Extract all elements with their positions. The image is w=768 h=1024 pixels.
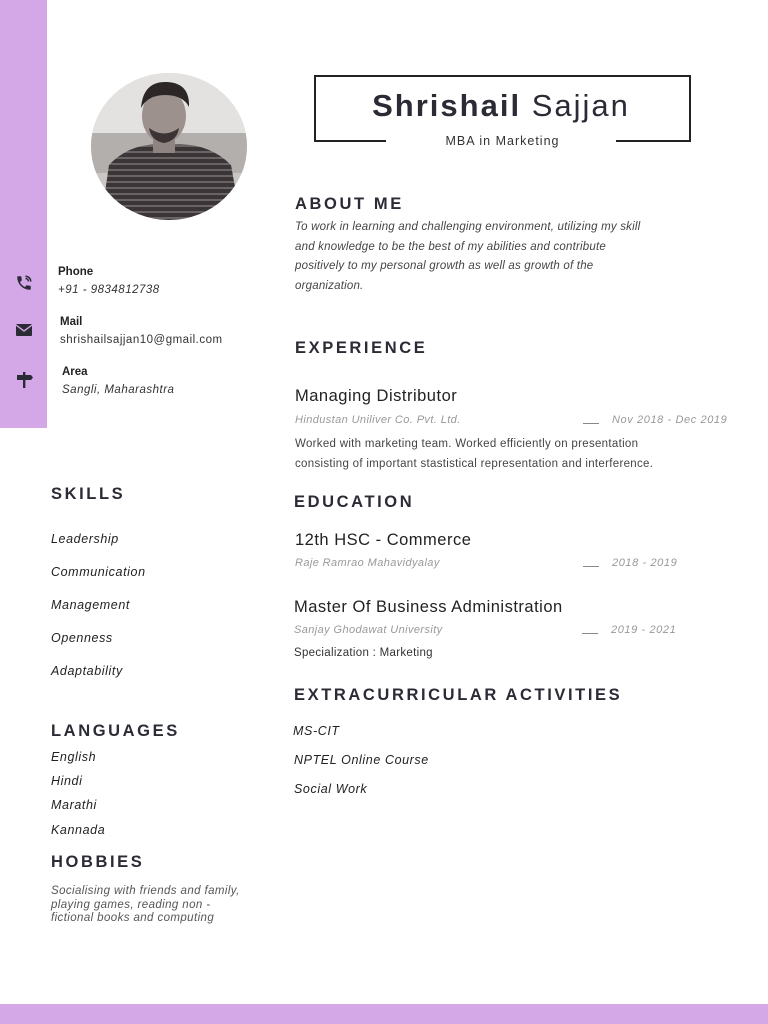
- activity-item: MS-CIT: [293, 724, 340, 738]
- experience-description: [295, 434, 735, 474]
- name-frame-bottom-right: [616, 140, 691, 142]
- experience-desc-line: consisting of important stastistical representation and interference.: [295, 458, 654, 470]
- job-subtitle: MBA in Marketing: [445, 134, 560, 148]
- experience-heading: EXPERIENCE: [295, 339, 428, 357]
- date-separator: [583, 566, 599, 567]
- education-dates: 2018 - 2019: [612, 557, 678, 569]
- full-name: [316, 88, 686, 124]
- languages-heading: LANGUAGES: [51, 722, 180, 740]
- education-specialization: Specialization : Marketing: [294, 647, 433, 659]
- name-frame-bottom-left: [314, 140, 386, 142]
- hobbies-text: [51, 885, 281, 926]
- activity-item: NPTEL Online Course: [294, 753, 429, 767]
- language-item: Hindi: [51, 774, 83, 788]
- about-line: positively to my personal growth as well as growth of the: [295, 260, 594, 272]
- hobbies-heading: HOBBIES: [51, 853, 145, 871]
- education-dates: 2019 - 2021: [611, 624, 677, 636]
- experience-dates: Nov 2018 - Dec 2019: [612, 414, 728, 426]
- signpost-icon: [12, 369, 36, 389]
- hobbies-line: fictional books and computing: [51, 912, 215, 924]
- profile-photo: [91, 73, 247, 220]
- experience-company: Hindustan Uniliver Co. Pvt. Ltd.: [295, 414, 461, 426]
- skill-item: Management: [51, 598, 130, 612]
- education-title: Master Of Business Administration: [294, 598, 563, 616]
- hobbies-line: playing games, reading non -: [51, 898, 211, 911]
- skill-item: Adaptability: [51, 664, 123, 678]
- skill-item: Leadership: [51, 532, 119, 546]
- experience-desc-line: Worked with marketing team. Worked efficiently on presentation: [295, 438, 639, 450]
- language-item: Marathi: [51, 798, 97, 812]
- mail-icon: [12, 320, 36, 340]
- phone-icon: [12, 273, 36, 293]
- area-value: Sangli, Maharashtra: [62, 384, 175, 396]
- education-school: Sanjay Ghodawat University: [294, 624, 443, 636]
- skill-item: Openness: [51, 631, 113, 645]
- education-heading: EDUCATION: [294, 493, 415, 511]
- about-text: [295, 218, 715, 296]
- language-item: Kannada: [51, 823, 106, 837]
- first-name: Shrishail: [372, 88, 522, 123]
- footer-accent-bar: [0, 1004, 768, 1024]
- skill-item: Communication: [51, 565, 146, 579]
- skills-heading: SKILLS: [51, 485, 126, 503]
- last-name: Sajjan: [531, 88, 630, 123]
- date-separator: [583, 423, 599, 424]
- date-separator: [582, 633, 598, 634]
- sidebar-accent-bar: [0, 0, 47, 428]
- about-heading: ABOUT ME: [295, 195, 404, 213]
- about-line: To work in learning and challenging environment, utilizing my skill: [295, 221, 641, 233]
- language-item: English: [51, 750, 97, 764]
- phone-label: Phone: [58, 266, 94, 278]
- mail-value: shrishailsajjan10@gmail.com: [60, 334, 223, 346]
- area-label: Area: [62, 366, 88, 378]
- activity-item: Social Work: [294, 782, 368, 796]
- mail-label: Mail: [60, 316, 83, 328]
- about-line: and knowledge to be the best of my abilities and contribute: [295, 240, 606, 253]
- about-line: organization.: [295, 279, 364, 292]
- education-title: 12th HSC - Commerce: [295, 531, 472, 549]
- phone-value: +91 - 9834812738: [58, 284, 160, 296]
- hobbies-line: Socialising with friends and family,: [51, 885, 240, 897]
- experience-title: Managing Distributor: [295, 387, 458, 405]
- education-school: Raje Ramrao Mahavidyalay: [295, 557, 440, 569]
- extracurricular-heading: EXTRACURRICULAR ACTIVITIES: [294, 686, 623, 704]
